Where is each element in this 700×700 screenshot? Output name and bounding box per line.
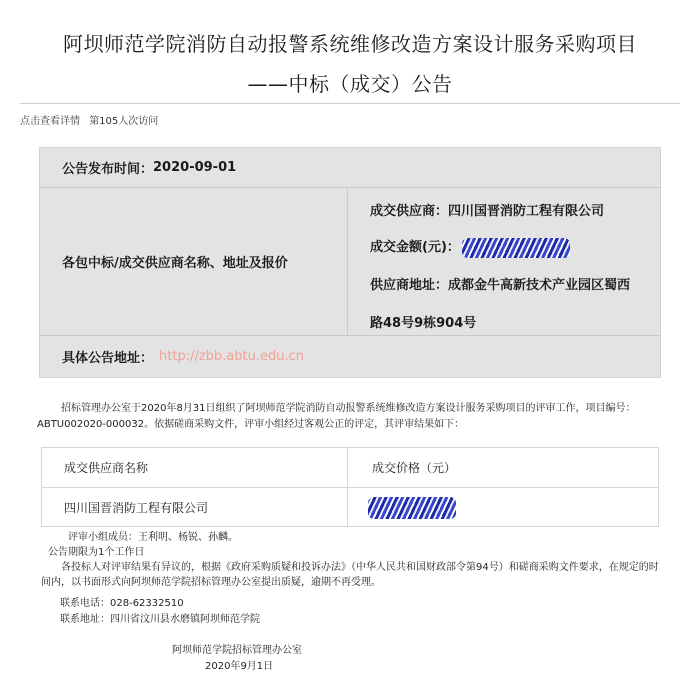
address-line-2 xyxy=(370,312,476,331)
title-divider xyxy=(20,103,680,104)
supplier-info-cell xyxy=(348,188,660,336)
amount-label: 成交金额(元)： xyxy=(370,240,460,255)
publish-date-label: 公告发布时间： xyxy=(62,162,154,177)
period-text: 公告期限为1个工作日 xyxy=(48,547,145,558)
page-subtitle: ——中标（成交）公告 xyxy=(247,72,453,96)
address-label: 供应商地址： xyxy=(370,278,449,293)
supplier-line xyxy=(370,200,604,219)
announcement-url-link[interactable]: http://zbb.abtu.edu.cn xyxy=(159,349,304,364)
package-label-cell xyxy=(40,188,348,336)
supplier-name: 四川国晋消防工程有限公司 xyxy=(448,204,605,219)
row-supplier: 四川国晋消防工程有限公司 xyxy=(42,488,348,526)
address-line-1 xyxy=(370,274,630,293)
contact-phone: 联系电话：028-62332510 xyxy=(60,598,184,609)
publish-date-row xyxy=(40,148,660,188)
header-price: 成交价格（元） xyxy=(348,448,658,488)
url-label: 具体公告地址： xyxy=(62,351,154,366)
redacted-price xyxy=(368,497,456,519)
visit-count: 第105人次访问 xyxy=(89,116,159,127)
publish-date-value: 2020-09-01 xyxy=(153,160,237,175)
visit-info xyxy=(20,112,158,127)
issuing-office: 阿坝师范学院招标管理办公室 xyxy=(172,645,302,656)
supplier-label: 成交供应商： xyxy=(370,204,449,219)
address-value-1: 成都金牛高新技术产业园区蜀西 xyxy=(448,278,631,293)
summary-table xyxy=(39,147,661,378)
url-row xyxy=(40,336,660,377)
package-label: 各包中标/成交供应商名称、地址及报价 xyxy=(62,256,288,271)
header-supplier: 成交供应商名称 xyxy=(42,448,348,488)
amount-line xyxy=(370,236,570,258)
address-value-2: 路48号9栋904号 xyxy=(370,316,477,331)
intro-paragraph: 招标管理办公室于2020年8月31日组织了阿坝师范学院消防自动报警系统维修改造方案设计服务采购项目的评审工作，项目编号：ABTU002020-000032。依据磋商采购文件，评审小组经过客观公正的评定，其评审结果如下： xyxy=(37,403,636,430)
reviewers-text: 评审小组成员：王利明、杨锐、孙麟。 xyxy=(68,532,238,543)
result-table xyxy=(41,447,659,527)
redacted-amount xyxy=(462,238,570,258)
issue-date: 2020年9月1日 xyxy=(205,661,274,672)
page-title: 阿坝师范学院消防自动报警系统维修改造方案设计服务采购项目 xyxy=(63,32,637,56)
contact-address: 联系地址：四川省汶川县水磨镇阿坝师范学院 xyxy=(60,614,260,625)
view-details-link[interactable]: 点击查看详情 xyxy=(20,116,80,127)
objection-text: 各投标人对评审结果有异议的，根据《政府采购质疑和投诉办法》（中华人民共和国财政部令第94号）和磋商采购文件要求，在规定的时间内，以书面形式向阿坝师范学院招标管理办公室提出质疑，逾期不再受理。 xyxy=(41,562,659,588)
